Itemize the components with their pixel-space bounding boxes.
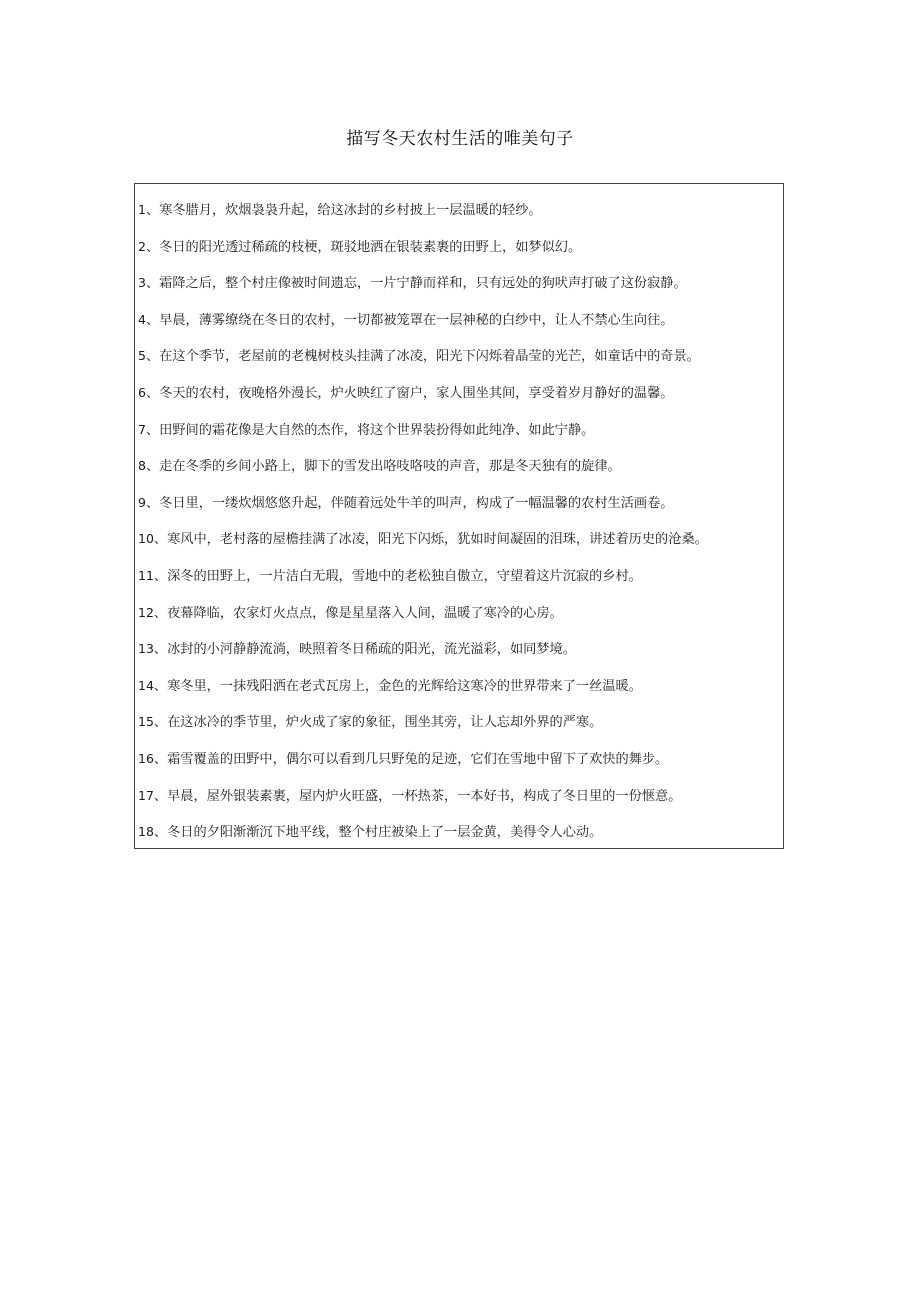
sentence-list — [135, 192, 783, 851]
list-item — [135, 375, 783, 412]
item-separator: 、 — [153, 642, 168, 658]
list-item — [135, 595, 783, 632]
item-text: 夜幕降临，农家灯火点点，像是星星落入人间，温暖了寒冷的心房。 — [167, 605, 563, 621]
list-item — [135, 448, 783, 485]
item-number: 12 — [138, 604, 154, 620]
item-separator: 、 — [153, 788, 168, 804]
item-separator: 、 — [145, 385, 160, 401]
item-number: 2 — [138, 238, 146, 254]
item-number: 1 — [138, 202, 146, 217]
list-item — [135, 814, 783, 851]
item-separator: 、 — [153, 568, 168, 584]
item-text: 冬天的农村，夜晚格外漫长，炉火映红了窗户，家人围坐其间，享受着岁月静好的温馨。 — [159, 385, 674, 401]
item-separator: 、 — [145, 312, 160, 328]
item-number: 17 — [138, 787, 154, 803]
list-item — [135, 778, 783, 815]
list-item — [135, 412, 783, 449]
item-number: 15 — [138, 714, 154, 730]
item-number: 11 — [138, 567, 154, 583]
item-text: 寒风中，老村落的屋檐挂满了冰凌，阳光下闪烁，犹如时间凝固的泪珠，讲述着历史的沧桑。 — [167, 532, 708, 548]
item-text: 霜降之后，整个村庄像被时间遗忘，一片宁静而祥和，只有远处的狗吠声打破了这份寂静。 — [159, 276, 687, 292]
item-number: 9 — [138, 494, 146, 510]
item-text: 早晨，屋外银装素裹，屋内炉火旺盛，一杯热茶，一本好书，构成了冬日里的一份惬意。 — [167, 788, 682, 804]
item-number: 3 — [138, 275, 146, 291]
item-text: 在这冰冷的季节里，炉火成了家的象征，围坐其旁，让人忘却外界的严寒。 — [167, 715, 603, 731]
item-separator: 、 — [145, 422, 160, 438]
item-separator: 、 — [145, 459, 160, 475]
item-separator: 、 — [145, 349, 160, 365]
item-text: 霜雪覆盖的田野中，偶尔可以看到几只野兔的足迹，它们在雪地中留下了欢快的舞步。 — [167, 751, 669, 767]
item-separator: 、 — [145, 203, 160, 218]
list-item — [135, 668, 783, 705]
item-number: 8 — [138, 458, 146, 474]
item-separator: 、 — [153, 751, 168, 767]
item-separator: 、 — [153, 532, 168, 548]
item-text: 寒冬腊月，炊烟袅袅升起，给这冰封的乡村披上一层温暖的轻纱。 — [159, 203, 542, 218]
list-item — [135, 631, 783, 668]
item-text: 走在冬季的乡间小路上，脚下的雪发出咯吱咯吱的声音，那是冬天独有的旋律。 — [159, 459, 621, 475]
list-item — [135, 558, 783, 595]
list-item — [135, 521, 783, 558]
item-separator: 、 — [153, 715, 168, 731]
item-text: 冬日的阳光透过稀疏的枝梗，斑驳地洒在银装素裹的田野上，如梦似幻。 — [159, 239, 582, 255]
item-text: 寒冬里，一抹残阳洒在老式瓦房上，金色的光辉给这寒冷的世界带来了一丝温暖。 — [167, 678, 642, 694]
list-item — [135, 265, 783, 302]
page-title: 描写冬天农村生活的唯美句子 — [346, 129, 574, 149]
list-item — [135, 338, 783, 375]
item-number: 16 — [138, 750, 154, 766]
item-text: 深冬的田野上，一片洁白无瑕，雪地中的老松独自傲立，守望着这片沉寂的乡村。 — [167, 568, 642, 584]
sentence-box — [134, 183, 784, 849]
item-number: 14 — [138, 677, 154, 693]
item-text: 冬日里，一缕炊烟悠悠升起，伴随着远处牛羊的叫声，构成了一幅温馨的农村生活画卷。 — [159, 495, 674, 511]
item-number: 5 — [138, 348, 146, 364]
item-separator: 、 — [153, 825, 168, 841]
item-text: 在这个季节，老屋前的老槐树枝头挂满了冰凌，阳光下闪烁着晶莹的光芒，如童话中的奇景。 — [159, 349, 700, 365]
item-text: 田野间的霜花像是大自然的杰作，将这个世界装扮得如此纯净、如此宁静。 — [159, 422, 595, 438]
item-separator: 、 — [153, 678, 168, 694]
list-item — [135, 485, 783, 522]
item-text: 冰封的小河静静流淌，映照着冬日稀疏的阳光，流光溢彩，如同梦境。 — [167, 642, 576, 658]
item-number: 13 — [138, 641, 154, 657]
item-separator: 、 — [153, 605, 168, 621]
list-item — [135, 192, 783, 229]
list-item — [135, 302, 783, 339]
item-separator: 、 — [145, 276, 160, 292]
item-number: 18 — [138, 824, 154, 840]
item-text: 早晨，薄雾缭绕在冬日的农村，一切都被笼罩在一层神秘的白纱中，让人不禁心生向往。 — [159, 312, 674, 328]
item-text: 冬日的夕阳渐渐沉下地平线，整个村庄被染上了一层金黄，美得令人心动。 — [167, 825, 603, 841]
item-number: 6 — [138, 384, 146, 400]
item-separator: 、 — [145, 239, 160, 255]
list-item — [135, 229, 783, 266]
item-number: 4 — [138, 311, 146, 327]
item-number: 10 — [138, 531, 154, 547]
list-item — [135, 741, 783, 778]
item-number: 7 — [138, 421, 146, 437]
item-separator: 、 — [145, 495, 160, 511]
list-item — [135, 704, 783, 741]
